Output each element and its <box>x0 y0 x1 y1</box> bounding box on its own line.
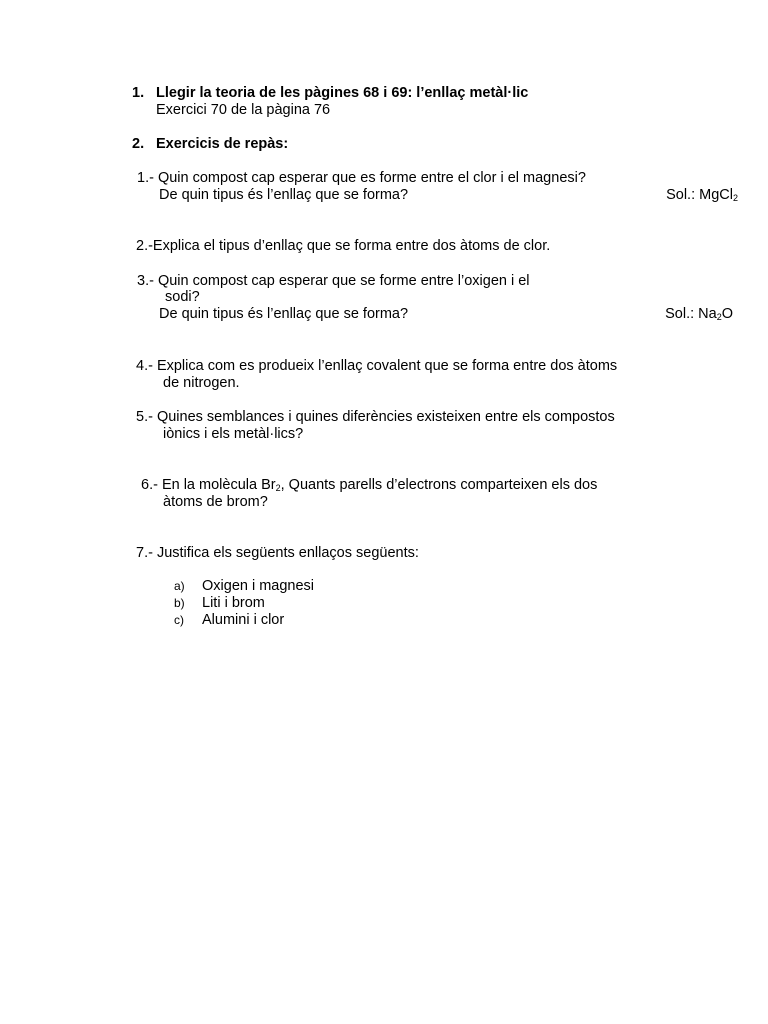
section-2-number: 2. <box>132 136 145 152</box>
question-4-line-2: de nitrogen. <box>163 375 240 391</box>
list-item <box>174 578 314 595</box>
section-1-title: Llegir la teoria de les pàgines 68 i 69: l’enllaç metàl·lic <box>156 85 529 101</box>
question-6-line-1 <box>141 477 597 494</box>
question-1-solution-subscript: 2 <box>732 193 738 203</box>
question-5-line-1: 5.- Quines semblances i quines diferències existeixen entre els compostos <box>136 409 615 425</box>
list-item-letter: c) <box>174 613 184 627</box>
list-item <box>174 612 284 629</box>
section-1-number: 1. <box>132 85 145 101</box>
list-item-text: Oxigen i magnesi <box>202 578 315 594</box>
question-3-solution <box>665 306 733 323</box>
question-1-line-1: 1.- Quin compost cap esperar que es forme entre el clor i el magnesi? <box>137 170 586 186</box>
question-3-solution-suffix: O <box>721 306 733 322</box>
question-3-solution-subscript: 2 <box>716 312 722 322</box>
question-6-line-2: àtoms de brom? <box>163 494 268 510</box>
section-2-title: Exercicis de repàs: <box>156 136 289 152</box>
question-3-solution-text: Sol.: Na <box>665 306 717 322</box>
question-6-subscript: 2 <box>275 483 281 493</box>
question-6-text-suffix: , Quants parells d’electrons comparteixen els dos <box>280 477 598 493</box>
section-2-heading <box>132 136 288 153</box>
question-1-solution-text: Sol.: MgCl <box>666 187 733 203</box>
list-item-text: Liti i brom <box>202 595 265 611</box>
list-item <box>174 595 265 612</box>
question-3-line-2: sodi? <box>165 289 200 305</box>
question-3-line-1: 3.- Quin compost cap esperar que se forme entre l’oxigen i el <box>137 273 530 289</box>
question-7-line-1: 7.- Justifica els següents enllaços següents: <box>136 545 419 561</box>
question-1-solution <box>666 187 738 204</box>
question-2-line-1: 2.-Explica el tipus d’enllaç que se forma entre dos àtoms de clor. <box>136 238 551 254</box>
question-3-line-3: De quin tipus és l’enllaç que se forma? <box>159 306 409 322</box>
question-1-line-2: De quin tipus és l’enllaç que se forma? <box>159 187 409 203</box>
section-1-heading <box>132 85 528 102</box>
list-item-text: Alumini i clor <box>202 612 285 628</box>
question-4-line-1: 4.- Explica com es produeix l’enllaç covalent que se forma entre dos àtoms <box>136 358 618 374</box>
question-6-text-prefix: 6.- En la molècula Br <box>141 477 276 493</box>
question-5-line-2: iònics i els metàl·lics? <box>163 426 304 442</box>
list-item-letter: a) <box>174 579 185 593</box>
list-item-letter: b) <box>174 596 185 610</box>
section-1-subtext: Exercici 70 de la pàgina 76 <box>156 102 331 118</box>
